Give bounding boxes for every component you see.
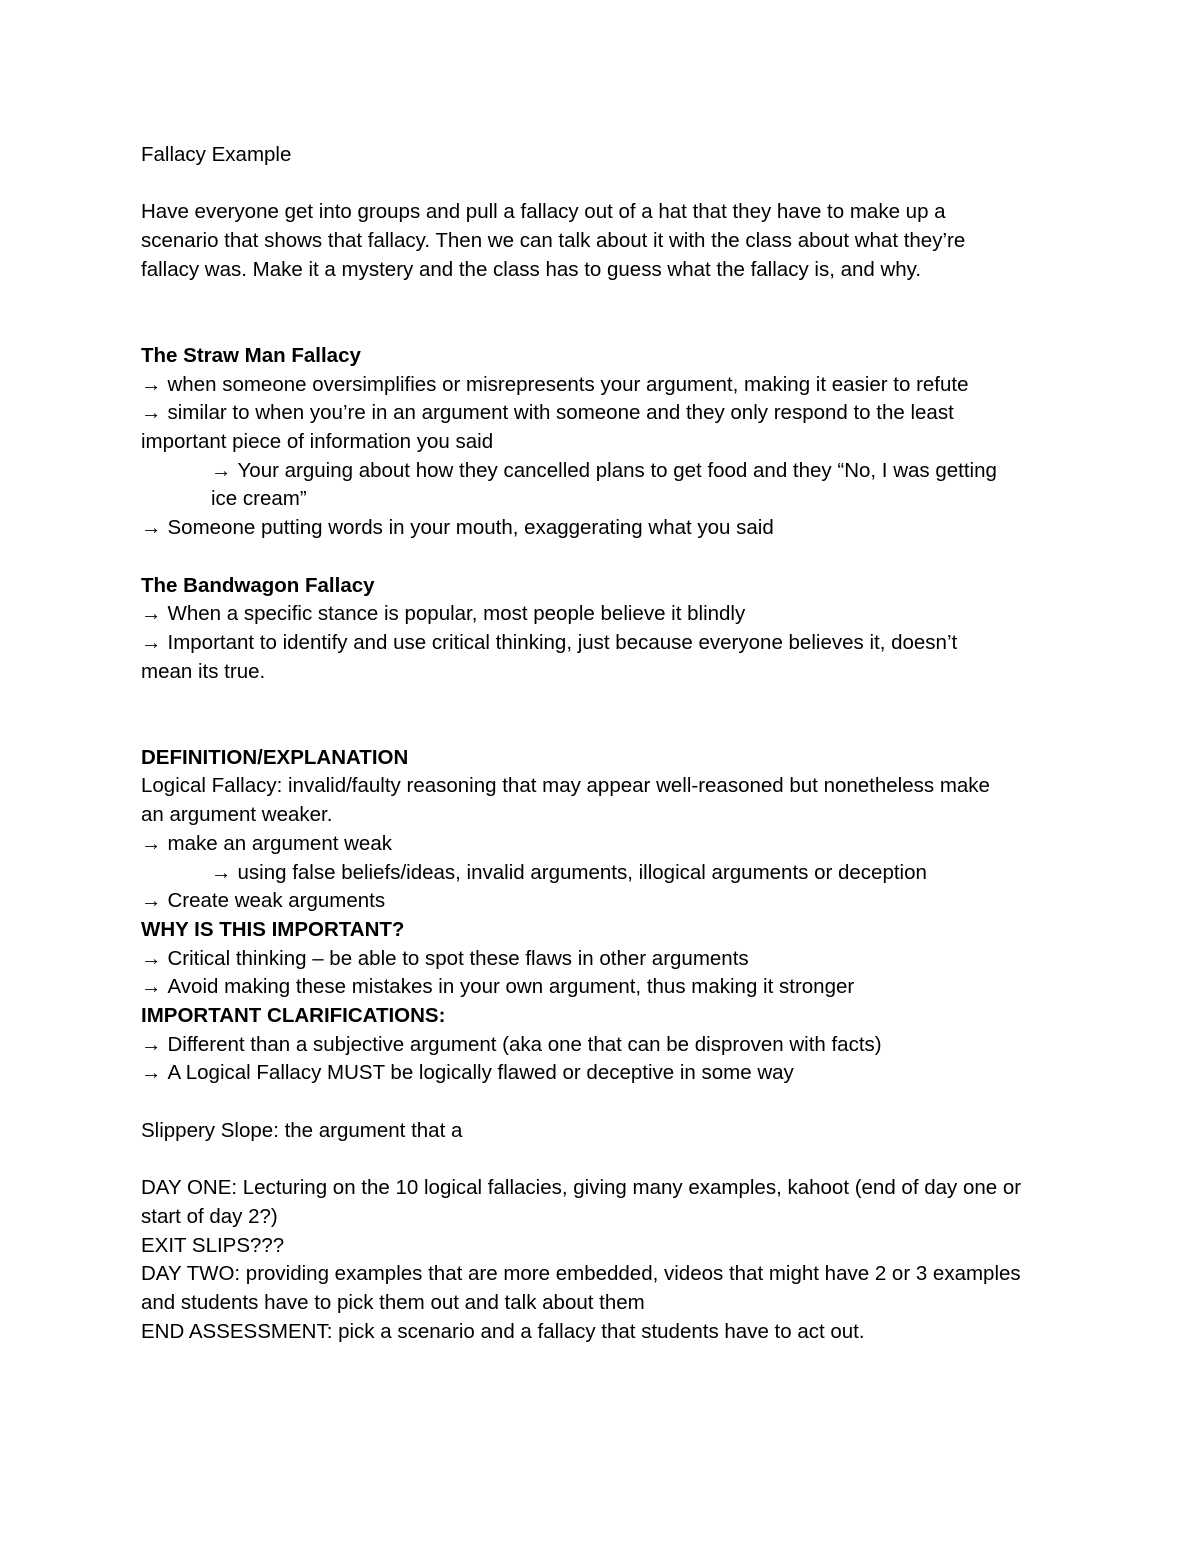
list-item: → make an argument weak [141,831,392,855]
list-item-continuation: important piece of information you said [141,430,494,453]
straw-man-heading: The Straw Man Fallacy [141,343,361,367]
lesson-plan-section [141,1174,1066,1346]
bandwagon-heading: The Bandwagon Fallacy [141,573,375,597]
exit-slips-text: EXIT SLIPS??? [141,1233,285,1257]
list-item: → A Logical Fallacy MUST be logically flawed or deceptive in some way [141,1061,794,1085]
arrow-icon: → [141,401,162,425]
day-two-text: and students have to pick them out and talk about them [141,1291,645,1315]
sub-list-item: → Your arguing about how they cancelled plans to get food and they “No, I was getting [211,458,997,482]
sub-list-item: → using false beliefs/ideas, invalid arguments, illogical arguments or deception [211,860,927,884]
day-two-text: DAY TWO: providing examples that are more embedded, videos that might have 2 or 3 examples [141,1262,1021,1286]
definition-text: an argument weaker. [141,803,333,827]
arrow-icon: → [211,458,232,482]
definition-text: Logical Fallacy: invalid/faulty reasoning that may appear well-reasoned but nonetheless make [141,774,990,798]
definition-heading: DEFINITION/EXPLANATION [141,745,409,769]
list-item: → Different than a subjective argument (aka one that can be disproven with facts) [141,1032,882,1056]
straw-man-section [141,342,1066,543]
list-item: → similar to when you’re in an argument with someone and they only respond to the least [141,401,954,425]
arrow-icon: → [141,1032,162,1056]
arrow-icon: → [141,831,162,855]
definition-section [141,744,1066,1088]
arrow-icon: → [141,1061,162,1085]
day-one-text: DAY ONE: Lecturing on the 10 logical fallacies, giving many examples, kahoot (end of day one or [141,1176,1022,1200]
arrow-icon: → [141,946,162,970]
arrow-icon: → [141,975,162,999]
intro-line: Have everyone get into groups and pull a fallacy out of a hat that they have to make up a [141,200,946,224]
end-assessment-text: END ASSESSMENT: pick a scenario and a fallacy that students have to act out. [141,1319,865,1343]
list-item: → when someone oversimplifies or misrepresents your argument, making it easier to refute [141,372,969,396]
list-item: → Create weak arguments [141,889,386,913]
why-important-heading: WHY IS THIS IMPORTANT? [141,917,405,941]
intro-paragraph [141,198,1066,284]
list-item: → Important to identify and use critical thinking, just because everyone believes it, doesn’t [141,630,958,654]
intro-line: fallacy was. Make it a mystery and the class has to guess what the fallacy is, and why. [141,257,922,281]
intro-line: scenario that shows that fallacy. Then we can talk about it with the class about what they’re [141,229,966,253]
list-item: → When a specific stance is popular, most people believe it blindly [141,602,746,626]
list-item: → Someone putting words in your mouth, exaggerating what you said [141,516,774,540]
list-item: → Critical thinking – be able to spot these flaws in other arguments [141,946,749,970]
arrow-icon: → [141,516,162,540]
document-title: Fallacy Example [141,143,292,166]
clarifications-heading: IMPORTANT CLARIFICATIONS: [141,1004,446,1028]
list-item: → Avoid making these mistakes in your own argument, thus making it stronger [141,975,855,999]
arrow-icon: → [141,602,162,626]
list-item-continuation: mean its true. [141,659,266,683]
day-one-text: start of day 2?) [141,1204,278,1228]
bandwagon-section [141,572,1066,687]
sub-list-item-continuation: ice cream” [211,487,307,511]
arrow-icon: → [141,372,162,396]
arrow-icon: → [211,860,232,884]
document-body [141,141,1066,1346]
slippery-slope-text: Slippery Slope: the argument that a [141,1118,463,1142]
arrow-icon: → [141,889,162,913]
arrow-icon: → [141,630,162,654]
